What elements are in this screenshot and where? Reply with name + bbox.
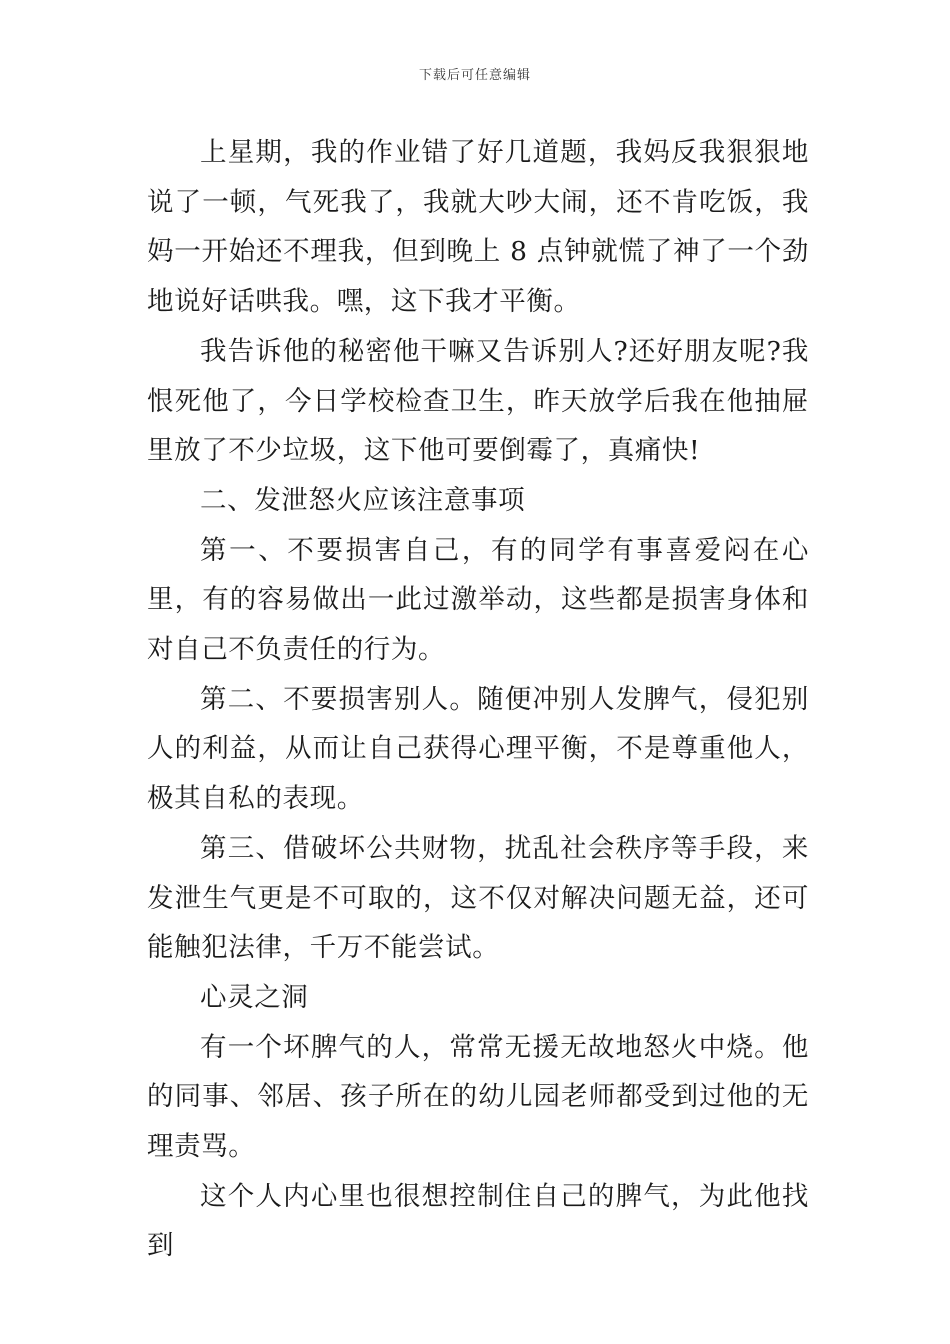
paragraph-point-three: 第三、借破坏公共财物，扰乱社会秩序等手段，来发泄生气更是不可取的，这不仅对解决问题无益，还可能触犯法律，千万不能尝试。 bbox=[147, 832, 809, 964]
paragraph-point-two: 第二、不要损害别人。随便冲别人发脾气，侵犯别人的利益，从而让自己获得心理平衡，不是尊重他人，极其自私的表现。 bbox=[147, 683, 809, 815]
paragraph-point-one: 第一、不要损害自己，有的同学有事喜爱闷在心里，有的容易做出一此过激举动，这些都是损害身体和对自己不负责任的行为。 bbox=[147, 534, 809, 666]
page-header: 下载后可任意编辑 bbox=[418, 68, 531, 83]
section-heading: 二、发泄怒火应该注意事项 bbox=[200, 484, 526, 516]
paragraph-story-intro: 有一个坏脾气的人，常常无援无故地怒火中烧。他的同事、邻居、孩子所在的幼儿园老师都受到过他的无理责骂。 bbox=[147, 1031, 809, 1163]
paragraph-story-continued: 这个人内心里也很想控制住自己的脾气，为此他找到 bbox=[147, 1180, 809, 1262]
story-title: 心灵之洞 bbox=[200, 981, 309, 1013]
document-body bbox=[147, 128, 809, 1271]
paragraph-secret-story: 我告诉他的秘密他干嘛又告诉别人?还好朋友呢?我恨死他了，今日学校检查卫生，昨天放学后我在他抽屉里放了不少垃圾，这下他可要倒霉了，真痛快! bbox=[147, 335, 809, 467]
paragraph-homework-story: 上星期，我的作业错了好几道题，我妈反我狠狠地说了一顿，气死我了，我就大吵大闹，还不肯吃饭，我妈一开始还不理我，但到晚上 8 点钟就慌了神了一个劲地说好话哄我。嘿，这下我才平衡。 bbox=[147, 137, 809, 318]
